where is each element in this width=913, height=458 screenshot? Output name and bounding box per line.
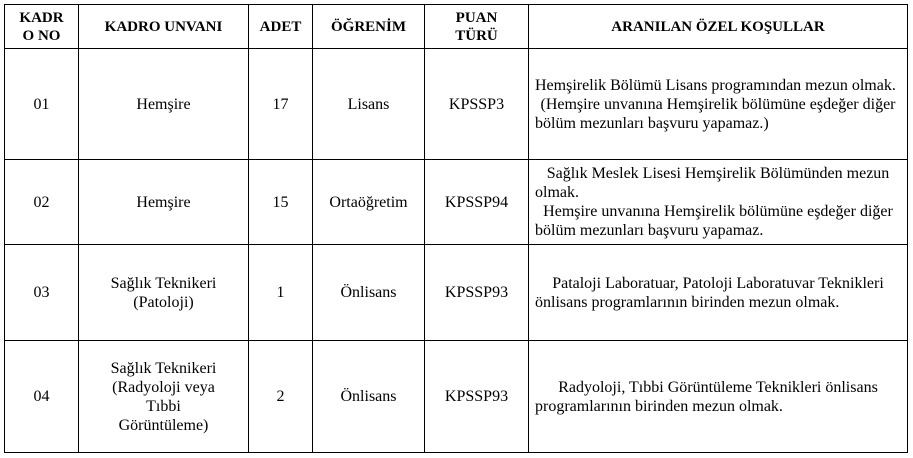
header-row [5,5,908,49]
table-row [5,160,908,245]
cell-ozel-kosullar [529,341,908,453]
cell-puan-turu: KPSSP93 [425,341,529,453]
header-puan-turu: PUAN TÜRÜ [425,5,529,49]
kosul-text: Radyoloji, Tıbbi Görüntüleme Teknikleri önlisans programlarının birinden mezun olmak. [535,378,878,415]
header-aranilan-kosullar: ARANILAN ÖZEL KOŞULLAR [529,5,908,49]
cell-kadro-unvani: Hemşire [79,160,249,245]
cell-kadro-unvani: Hemşire [79,49,249,160]
cell-kadro-unvani: Sağlık Teknikeri (Patoloji) [79,245,249,341]
cell-adet: 17 [249,49,313,160]
cell-kadro-no: 02 [5,160,79,245]
cell-adet: 15 [249,160,313,245]
kosul-note: Hemşire unvanına Hemşirelik bölümüne eşdeğer diğer bölüm mezunları başvuru yapamaz. [535,203,893,239]
cell-kadro-no: 01 [5,49,79,160]
table-row [5,245,908,341]
cell-ozel-kosullar [529,160,908,245]
cell-puan-turu: KPSSP93 [425,245,529,341]
kadro-table [4,4,908,453]
cell-ogrenim: Ortaöğretim [313,160,425,245]
cell-ozel-kosullar [529,49,908,160]
kosul-text: Hemşirelik Bölümü Lisans programından mezun olmak. [535,76,896,94]
kosul-text: Pataloji Laboratuar, Patoloji Laboratuvar Teknikleri önlisans programlarının birinden mezun olmak. [535,274,884,311]
cell-kadro-unvani: Sağlık Teknikeri (Radyoloji veya Tıbbi Görüntüleme) [79,341,249,453]
cell-adet: 2 [249,341,313,453]
kosul-text: Sağlık Meslek Lisesi Hemşirelik Bölümünden mezun olmak. [535,165,890,201]
cell-puan-turu: KPSSP94 [425,160,529,245]
cell-kadro-no: 03 [5,245,79,341]
header-ogrenim: ÖĞRENİM [313,5,425,49]
header-kadro-no: KADR O NO [5,5,79,49]
table-row [5,341,908,453]
cell-ogrenim: Önlisans [313,341,425,453]
header-adet: ADET [249,5,313,49]
kosul-note: (Hemşire unvanına Hemşirelik bölümüne eşdeğer diğer bölüm mezunları başvuru yapamaz.) [535,95,896,132]
table-row [5,49,908,160]
cell-puan-turu: KPSSP3 [425,49,529,160]
cell-adet: 1 [249,245,313,341]
cell-ozel-kosullar [529,245,908,341]
header-kadro-unvani: KADRO UNVANI [79,5,249,49]
cell-ogrenim: Lisans [313,49,425,160]
cell-kadro-no: 04 [5,341,79,453]
cell-ogrenim: Önlisans [313,245,425,341]
